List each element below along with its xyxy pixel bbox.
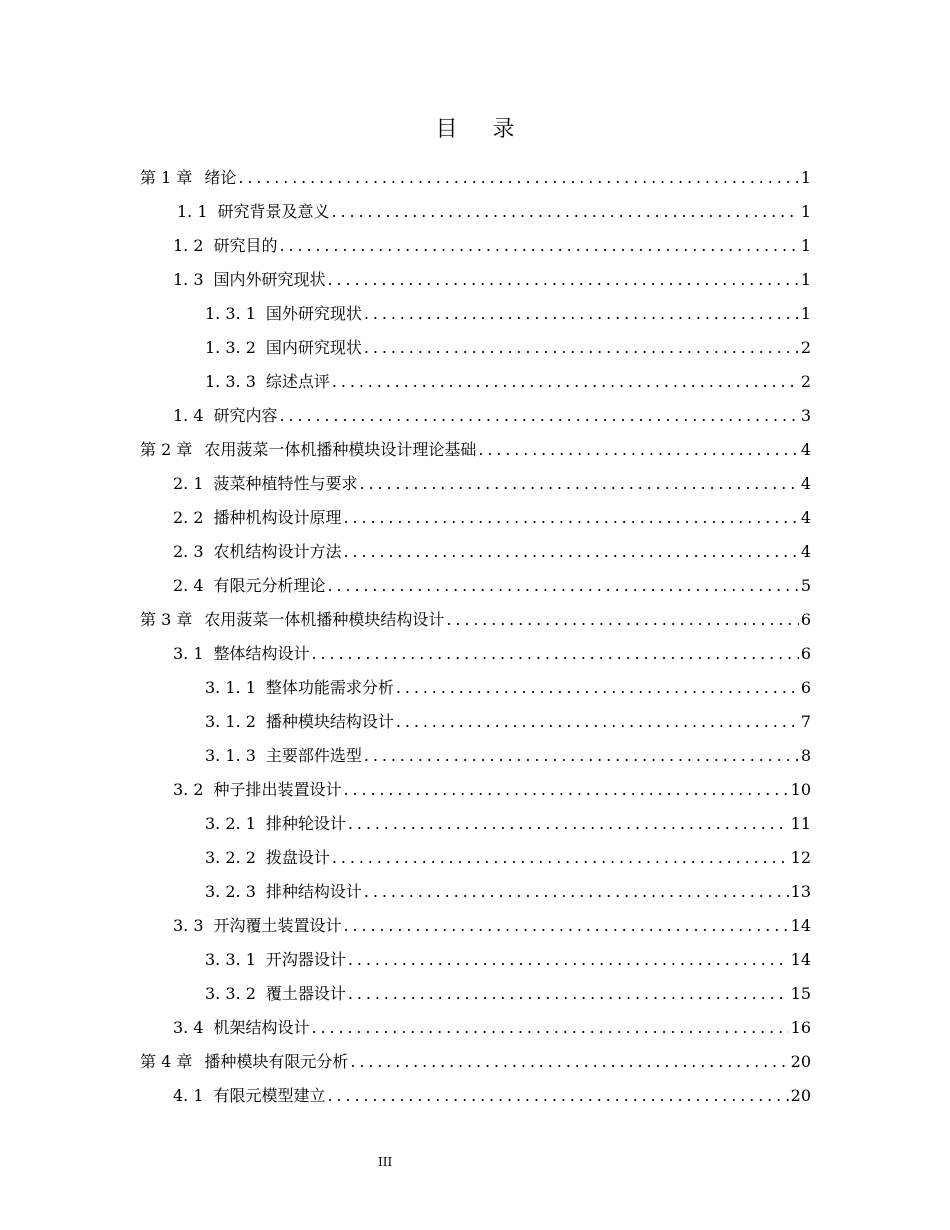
dot-leader: [348, 811, 789, 837]
entry-title: 国内外研究现状: [213, 270, 326, 289]
entry-page: 4: [800, 542, 811, 561]
dot-leader: [364, 879, 789, 905]
toc-title: 目 录: [435, 117, 529, 142]
entry-number: 1. 4: [173, 406, 204, 425]
entry-title: 菠菜种植特性与要求: [213, 474, 358, 493]
entry-page: 5: [800, 576, 811, 595]
toc-section-entry[interactable]: [140, 981, 811, 1015]
dot-leader: [312, 1015, 789, 1041]
entry-number: 3. 2. 3: [205, 882, 256, 901]
entry-page: 15: [790, 984, 811, 1003]
entry-number: 3. 1. 2: [205, 712, 256, 731]
entry-page: 2: [800, 372, 811, 391]
entry-number: 3. 1. 1: [205, 678, 256, 697]
toc-section-entry[interactable]: [140, 743, 811, 777]
entry-number: 3. 3. 1: [205, 950, 256, 969]
entry-page: 20: [790, 1086, 811, 1105]
dot-leader: [348, 947, 789, 973]
entry-title: 主要部件选型: [265, 746, 362, 765]
dot-leader: [332, 199, 799, 225]
entry-number: 1. 3. 1: [205, 304, 256, 323]
entry-number: 第 4 章: [140, 1052, 193, 1071]
entry-title: 播种模块有限元分析: [204, 1052, 349, 1071]
toc-section-entry[interactable]: [140, 811, 811, 845]
dot-leader: [280, 403, 799, 429]
entry-title: 播种模块结构设计: [265, 712, 394, 731]
toc-section-entry[interactable]: [140, 403, 811, 437]
entry-page: 7: [800, 712, 811, 731]
entry-title: 开沟覆土装置设计: [213, 916, 342, 935]
entry-page: 13: [790, 882, 811, 901]
page-number: III: [378, 1155, 393, 1169]
dot-leader: [328, 267, 799, 293]
entry-number: 1. 1: [177, 202, 208, 221]
entry-number: 2. 2: [173, 508, 204, 527]
entry-page: 14: [790, 950, 811, 969]
entry-number: 3. 2. 1: [205, 814, 256, 833]
toc-section-entry[interactable]: [140, 777, 811, 811]
dot-leader: [360, 471, 799, 497]
dot-leader: [328, 573, 799, 599]
entry-title: 排种轮设计: [265, 814, 346, 833]
entry-number: 3. 1. 3: [205, 746, 256, 765]
entry-title: 开沟器设计: [265, 950, 346, 969]
toc-section-entry[interactable]: [140, 845, 811, 879]
dot-leader: [364, 335, 799, 361]
entry-number: 2. 1: [173, 474, 204, 493]
toc-section-entry[interactable]: [140, 505, 811, 539]
entry-title: 播种机构设计原理: [213, 508, 342, 527]
entry-page: 3: [800, 406, 811, 425]
toc-section-entry[interactable]: [140, 573, 811, 607]
toc-section-entry[interactable]: [140, 471, 811, 505]
toc-section-entry[interactable]: [140, 301, 811, 335]
toc-section-entry[interactable]: [140, 947, 811, 981]
toc-section-entry[interactable]: [140, 369, 811, 403]
entry-title: 农机结构设计方法: [213, 542, 342, 561]
entry-number: 3. 2: [173, 780, 204, 799]
dot-leader: [344, 539, 799, 565]
entry-title: 有限元模型建立: [213, 1086, 326, 1105]
entry-number: 第 1 章: [140, 168, 193, 187]
entry-title: 综述点评: [265, 372, 330, 391]
entry-number: 第 2 章: [140, 440, 193, 459]
entry-page: 1: [800, 202, 811, 221]
entry-page: 1: [800, 168, 811, 187]
dot-leader: [396, 675, 799, 701]
entry-page: 10: [790, 780, 811, 799]
dot-leader: [238, 165, 798, 191]
dot-leader: [348, 981, 789, 1007]
toc-section-entry[interactable]: [140, 335, 811, 369]
entry-page: 4: [800, 474, 811, 493]
entry-title: 整体功能需求分析: [265, 678, 394, 697]
entry-title: 拨盘设计: [265, 848, 330, 867]
entry-page: 6: [800, 644, 811, 663]
dot-leader: [332, 369, 799, 395]
toc-chapter-entry[interactable]: [140, 165, 811, 199]
dot-leader: [280, 233, 799, 259]
entry-title: 研究内容: [213, 406, 278, 425]
toc-chapter-entry[interactable]: [140, 607, 811, 641]
dot-leader: [344, 505, 799, 531]
entry-title: 绪论: [204, 168, 237, 187]
table-of-contents: [140, 165, 811, 1117]
entry-page: 4: [800, 508, 811, 527]
entry-number: 1. 3: [173, 270, 204, 289]
entry-number: 3. 1: [173, 644, 204, 663]
dot-leader: [312, 641, 799, 667]
toc-section-entry[interactable]: [140, 233, 811, 267]
dot-leader: [396, 709, 799, 735]
toc-section-entry[interactable]: [140, 1015, 811, 1049]
entry-page: 11: [790, 814, 811, 833]
toc-section-entry[interactable]: [140, 709, 811, 743]
entry-number: 1. 2: [173, 236, 204, 255]
entry-page: 20: [790, 1052, 811, 1071]
entry-number: 2. 3: [173, 542, 204, 561]
dot-leader: [478, 437, 798, 463]
entry-page: 14: [790, 916, 811, 935]
entry-number: 1. 3. 3: [205, 372, 256, 391]
toc-chapter-entry[interactable]: [140, 1049, 811, 1083]
entry-page: 4: [800, 440, 811, 459]
entry-page: 2: [800, 338, 811, 357]
toc-section-entry[interactable]: [140, 641, 811, 675]
entry-number: 3. 4: [173, 1018, 204, 1037]
entry-page: 1: [800, 270, 811, 289]
toc-section-entry[interactable]: [140, 539, 811, 573]
toc-section-entry[interactable]: [140, 1083, 811, 1117]
dot-leader: [446, 607, 798, 633]
entry-number: 1. 3. 2: [205, 338, 256, 357]
entry-page: 6: [800, 610, 811, 629]
entry-number: 4. 1: [173, 1086, 204, 1105]
dot-leader: [364, 743, 799, 769]
toc-chapter-entry[interactable]: [140, 437, 811, 471]
dot-leader: [344, 777, 789, 803]
entry-title: 排种结构设计: [265, 882, 362, 901]
entry-title: 机架结构设计: [213, 1018, 310, 1037]
toc-section-entry[interactable]: [140, 199, 811, 233]
entry-number: 3. 3. 2: [205, 984, 256, 1003]
entry-page: 8: [800, 746, 811, 765]
toc-section-entry[interactable]: [140, 675, 811, 709]
entry-number: 第 3 章: [140, 610, 193, 629]
entry-page: 1: [800, 304, 811, 323]
entry-title: 国内研究现状: [265, 338, 362, 357]
entry-page: 12: [790, 848, 811, 867]
entry-page: 1: [800, 236, 811, 255]
entry-title: 国外研究现状: [265, 304, 362, 323]
entry-title: 有限元分析理论: [213, 576, 326, 595]
dot-leader: [364, 301, 799, 327]
entry-title: 覆土器设计: [265, 984, 346, 1003]
entry-page: 16: [790, 1018, 811, 1037]
entry-number: 3. 2. 2: [205, 848, 256, 867]
entry-title: 种子排出装置设计: [213, 780, 342, 799]
entry-number: 2. 4: [173, 576, 204, 595]
entry-number: 3. 3: [173, 916, 204, 935]
dot-leader: [344, 913, 789, 939]
dot-leader: [350, 1049, 788, 1075]
toc-section-entry[interactable]: [140, 879, 811, 913]
dot-leader: [332, 845, 789, 871]
toc-section-entry[interactable]: [140, 913, 811, 947]
toc-section-entry[interactable]: [140, 267, 811, 301]
entry-title: 农用菠菜一体机播种模块设计理论基础: [204, 440, 477, 459]
entry-page: 6: [800, 678, 811, 697]
entry-title: 研究目的: [213, 236, 278, 255]
entry-title: 农用菠菜一体机播种模块结构设计: [204, 610, 445, 629]
entry-title: 研究背景及意义: [217, 202, 330, 221]
entry-title: 整体结构设计: [213, 644, 310, 663]
dot-leader: [328, 1083, 789, 1109]
